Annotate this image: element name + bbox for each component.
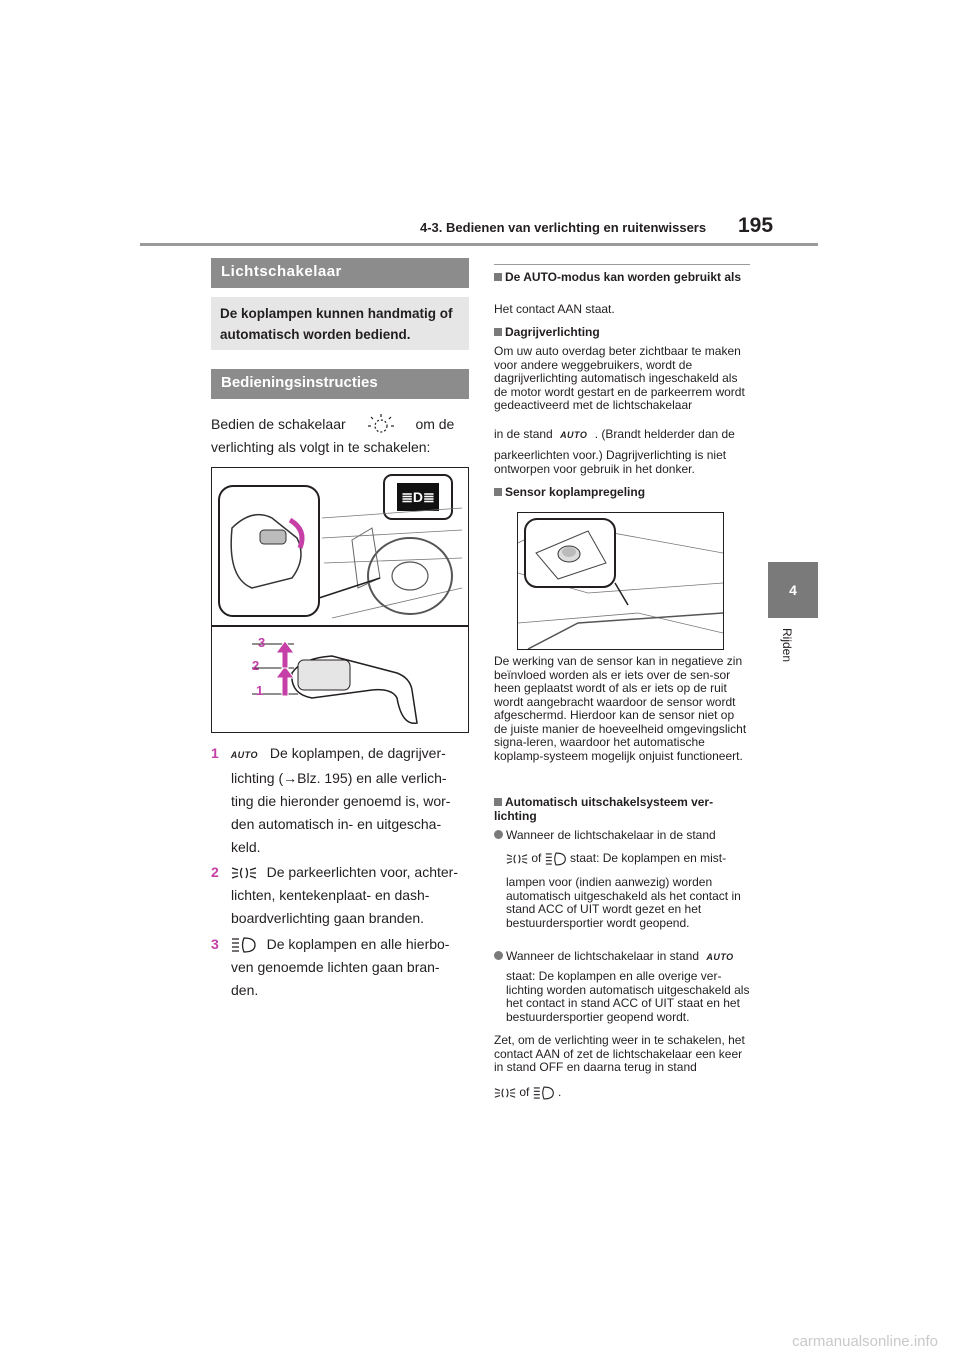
- lead-text: Bedien de schakelaar: [211, 416, 346, 432]
- item-2-line: De parkeerlichten voor, achter-: [266, 864, 459, 880]
- section-title: Lichtschakelaar: [221, 263, 342, 280]
- auto-mode-text: Het contact AAN staat.: [494, 302, 615, 316]
- bullet-1-text-c: lampen voor (indien aanwezig) worden automatisch uitgeschakeld als het contact in stand ACC of UIT wordt gezet en het bestuurdersportier wordt geopend.: [506, 875, 741, 930]
- headlight-icon: [231, 937, 257, 953]
- item-3-line: De koplampen en alle hierbo-: [266, 936, 450, 952]
- drl-text-2a: in de stand: [494, 427, 553, 441]
- drl-text-3: parkeerlichten voor.) Dagrijverlichting is niet ontworpen voor gebruik in het donker.: [494, 448, 727, 476]
- round-bullet-icon: [494, 951, 503, 960]
- bullet-1-text-b: staat: De koplampen en mist-: [570, 851, 727, 866]
- item-1: [211, 742, 469, 859]
- auto-mode-heading: [494, 271, 750, 285]
- bullet-1-of: of: [531, 851, 542, 866]
- lead-text-2: om de: [415, 416, 455, 432]
- chapter-tab[interactable]: 4: [768, 562, 818, 618]
- sensor-figure: [517, 512, 724, 650]
- drl-text-2: [494, 428, 750, 443]
- light-sun-icon: [364, 413, 398, 437]
- lead-line-1: [211, 413, 454, 437]
- watermark: carmanualsonline.info: [792, 1333, 938, 1350]
- item-2: [211, 861, 469, 930]
- square-bullet-icon: [494, 798, 502, 806]
- square-bullet-icon: [494, 488, 502, 496]
- closing-icons-line: [494, 1086, 750, 1100]
- section-header: 4-3. Bedienen van verlichting en ruitenwissers: [420, 220, 707, 235]
- figure-label-3: 3: [258, 635, 266, 650]
- item-2-number: 2: [211, 864, 219, 880]
- drl-heading-text: Dagrijverlichting: [505, 325, 600, 339]
- figure-label-2: 2: [252, 658, 260, 673]
- drl-text-1: Om uw auto overdag beter zichtbaar te maken voor andere weggebruikers, wordt de dagrijverlichting automatisch ingeschakeld als de motor wordt gestart en de parkeerrem wordt gedeactiveerd met de lichtschakelaar: [494, 344, 745, 412]
- subsection-title-box: [211, 369, 469, 399]
- closing-of: of: [519, 1085, 530, 1100]
- item-1-number: 1: [211, 745, 219, 761]
- intro-text: De koplampen kunnen handmatig of automatisch worden bediend.: [220, 306, 453, 342]
- square-bullet-icon: [494, 328, 502, 336]
- chapter-label: Rijden: [780, 628, 794, 663]
- auto-mode-heading-text: De AUTO-modus kan worden gebruikt als: [505, 270, 742, 284]
- auto-off-heading: [494, 796, 750, 823]
- parking-lights-icon: [506, 853, 528, 865]
- page-number: 195: [738, 214, 774, 237]
- auto-off-heading-text: Automatisch uitschakelsysteem ver-lichting: [494, 795, 714, 823]
- item-1-line: lichting (→Blz. 195) en alle verlich-: [231, 770, 447, 786]
- item-1-line: keld.: [231, 839, 261, 855]
- auto-icon: AUTO: [706, 952, 734, 962]
- item-3-line: den.: [231, 982, 259, 998]
- header-rule: [140, 243, 818, 246]
- item-3-number: 3: [211, 936, 219, 952]
- section-title-box: [211, 258, 469, 288]
- auto-icon: AUTO: [230, 750, 259, 760]
- drl-heading: [494, 326, 750, 340]
- drl-text-2b: . (Brandt helderder dan de: [594, 427, 735, 441]
- item-2-line: boardverlichting gaan branden.: [231, 910, 425, 926]
- light-switch-figure: [211, 467, 469, 733]
- bullet-1: [494, 829, 750, 843]
- item-3-line: ven genoemde lichten gaan bran-: [231, 959, 440, 975]
- headlight-icon: [533, 1086, 555, 1100]
- sensor-heading: [494, 486, 750, 500]
- subsection-title: Bedieningsinstructies: [221, 374, 378, 391]
- bullet-2: [494, 950, 750, 965]
- figure-label-1: 1: [256, 683, 264, 698]
- column-rule: [494, 264, 750, 265]
- closing-end: .: [558, 1085, 562, 1100]
- closing-text: Zet, om de verlichting weer in te schakelen, het contact AAN of zet de lichtschakelaar een keer in stand OFF en daarna terug in stand: [494, 1033, 745, 1074]
- light-switch-illustration: [212, 468, 468, 732]
- sensor-heading-text: Sensor koplampregeling: [505, 485, 646, 499]
- bullet-2-text: Wanneer de lichtschakelaar in stand: [506, 949, 699, 963]
- item-1-line: De koplampen, de dagrijver-: [269, 745, 446, 761]
- lead-line-2: verlichting als volgt in te schakelen:: [211, 439, 431, 455]
- item-1-line: ting die hieronder genoemd is, wor-: [231, 793, 451, 809]
- item-3: [211, 933, 469, 1002]
- svg-text:≣D≣: ≣D≣: [401, 489, 435, 505]
- bullet-2-text-b: staat: De koplampen en alle overige ver-lichting worden automatisch uitgeschakeld als het contact in stand ACC of UIT staat en het bestuurdersportier geopend wordt.: [506, 969, 750, 1024]
- bullet-1-text: Wanneer de lichtschakelaar in de stand: [506, 828, 716, 842]
- item-2-line: lichten, kentekenplaat- en dash-: [231, 887, 430, 903]
- square-bullet-icon: [494, 273, 502, 281]
- headlight-icon: [545, 852, 567, 866]
- item-1-line: den automatisch in- en uitgescha-: [231, 816, 442, 832]
- round-bullet-icon: [494, 830, 503, 839]
- intro-box: [211, 297, 469, 350]
- auto-icon: AUTO: [560, 430, 588, 440]
- parking-lights-icon: [494, 1087, 516, 1099]
- bullet-1-icons-line: [494, 852, 750, 866]
- sensor-text: De werking van de sensor kan in negatieve zin beïnvloed worden als er iets over de sen-sor heen geplaatst wordt of als er iets op de ruit wordt aangebracht waardoor de sensor wordt afgeschermd. Hierdoor kan de sensor niet op de juiste manier de hoeveelheid omgevingslicht signa-leren, waardoor het automatische koplamp-systeem mogelijk onjuist functioneert.: [494, 654, 747, 763]
- sensor-illustration: [518, 513, 723, 649]
- parking-lights-icon: [231, 866, 257, 880]
